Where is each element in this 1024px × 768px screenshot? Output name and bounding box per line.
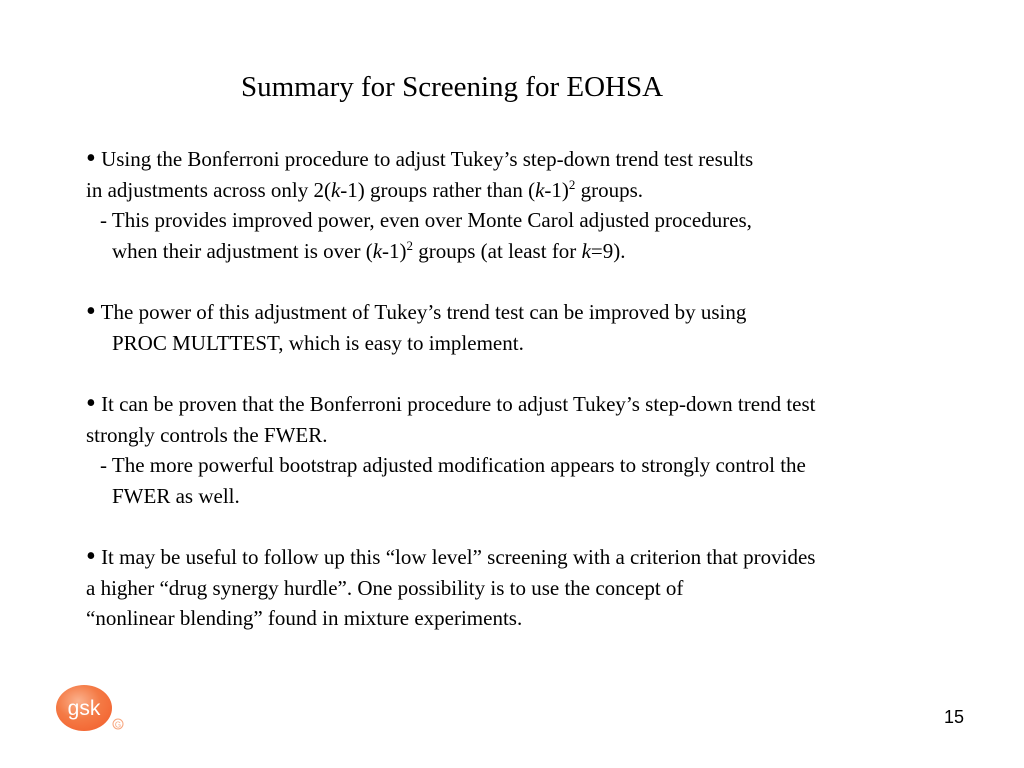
bullet-icon: • <box>86 541 96 572</box>
bullet-block-3 <box>86 389 1006 511</box>
bullet-line: PROC MULTTEST, which is easy to implement. <box>112 330 524 355</box>
bullet-block-4 <box>86 542 1006 634</box>
math-variable: k <box>581 238 591 263</box>
logo-text: gsk <box>67 697 101 720</box>
bullet-icon: • <box>86 143 96 174</box>
bullet-line <box>86 297 1006 328</box>
sub-bullet-line: - This provides improved power, even over Monte Carol adjusted procedures, <box>100 208 752 232</box>
superscript: 2 <box>406 237 414 253</box>
text-run: -1) <box>544 177 569 202</box>
bullet-line: a higher “drug synergy hurdle”. One possibility is to use the concept of <box>86 575 684 600</box>
superscript: 2 <box>568 176 576 192</box>
sub-bullet-line <box>86 236 1006 267</box>
bullet-line <box>86 542 1006 573</box>
bullet-line <box>86 144 1006 175</box>
slide-title: Summary for Screening for EOHSA <box>241 71 664 103</box>
bullet-block-1 <box>86 144 1006 266</box>
math-variable: k <box>330 177 341 202</box>
bullet-text: Using the Bonferroni procedure to adjust Tukey’s step-down trend test results <box>95 147 754 171</box>
text-run: -1) groups rather than ( <box>340 177 536 202</box>
text-run: in adjustments across only 2( <box>86 177 331 202</box>
gsk-logo <box>54 684 126 734</box>
text-run: when their adjustment is over ( <box>112 238 373 263</box>
math-variable: k <box>535 177 545 202</box>
bullet-text: It may be useful to follow up this “low level” screening with a criterion that provides <box>95 545 816 569</box>
bullet-text: The power of this adjustment of Tukey’s trend test can be improved by using <box>95 300 747 324</box>
text-run: groups (at least for <box>413 238 582 263</box>
bullet-icon: • <box>86 296 96 327</box>
sub-bullet-line: FWER as well. <box>112 483 240 508</box>
bullet-line <box>86 389 1006 420</box>
bullet-text: It can be proven that the Bonferroni procedure to adjust Tukey’s step-down trend test <box>95 392 816 416</box>
text-run: -1) <box>382 238 407 263</box>
math-variable: k <box>372 238 383 263</box>
page-number: 15 <box>943 707 964 727</box>
logo-mark: G <box>114 720 122 730</box>
sub-bullet-line: - The more powerful bootstrap adjusted modification appears to strongly control the <box>100 453 806 477</box>
text-run: groups. <box>575 177 644 202</box>
bullet-block-2 <box>86 297 1006 358</box>
bullet-icon: • <box>86 388 96 419</box>
text-run: =9). <box>590 238 626 263</box>
bullet-line <box>86 175 1006 206</box>
bullet-line: “nonlinear blending” found in mixture experiments. <box>86 606 523 630</box>
bullet-line: strongly controls the FWER. <box>86 422 328 447</box>
